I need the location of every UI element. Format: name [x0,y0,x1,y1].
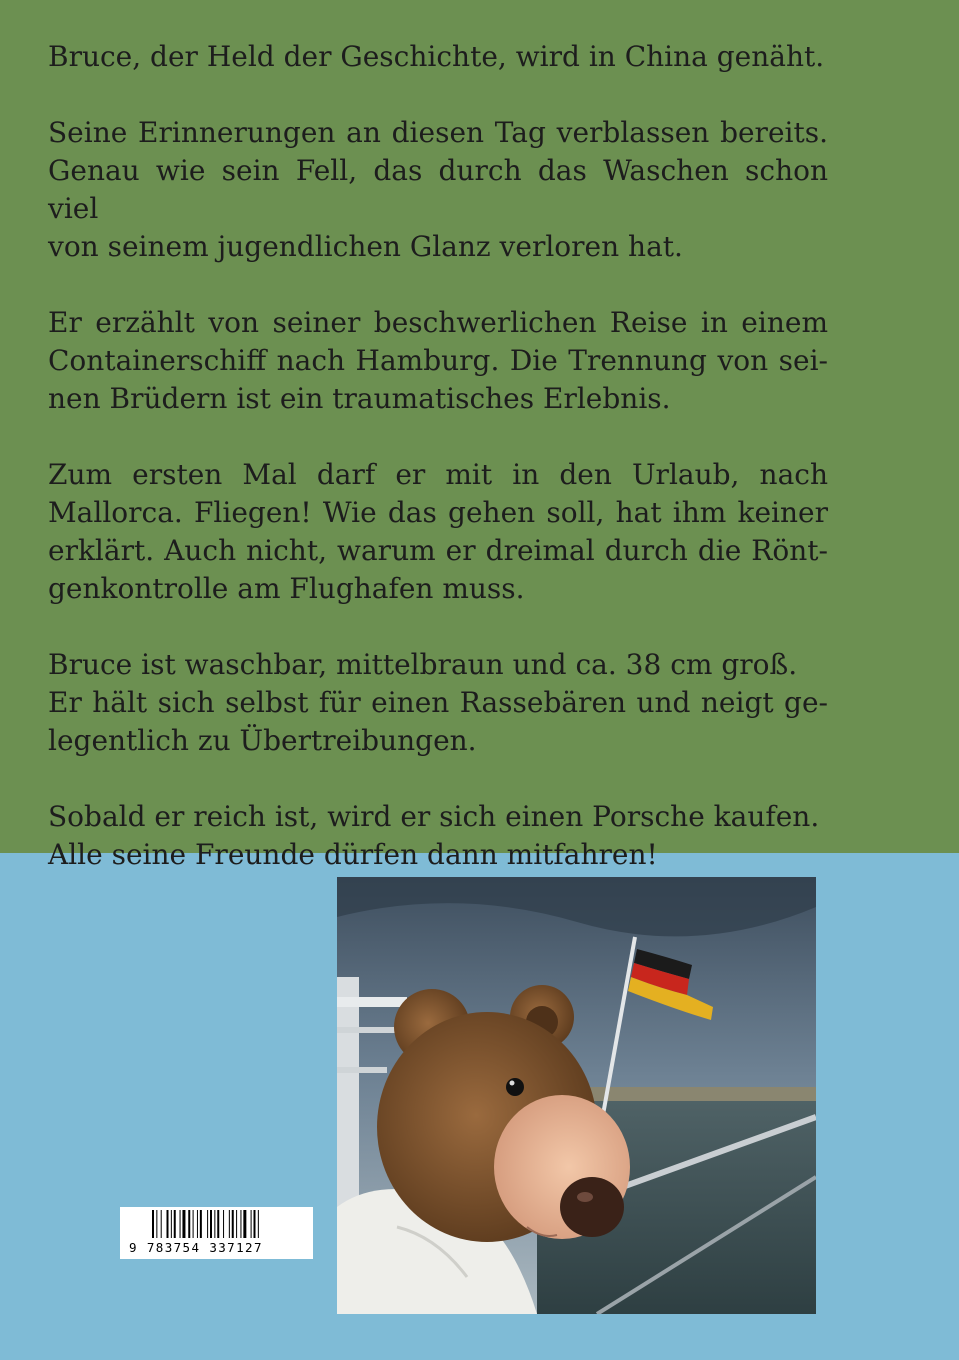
paragraph-3 [48,304,828,418]
teddy-bear-ship-photo [337,877,816,1314]
paragraph-1 [48,38,828,76]
text-line: Er erzählt von seiner beschwerlichen Reise in einem [48,306,828,339]
text-line: von seinem jugendlichen Glanz verloren hat. [48,230,683,263]
text-line: legentlich zu Übertreibungen. [48,724,477,757]
text-line: Mallorca. Fliegen! Wie das gehen soll, hat ihm keiner [48,496,828,529]
isbn-barcode [120,1207,313,1259]
paragraph-4 [48,456,828,608]
text-line: Bruce ist waschbar, mittelbraun und ca. 38 cm groß. [48,648,798,681]
text-line: Bruce, der Held der Geschichte, wird in China genäht. [48,40,825,73]
text-line: genkontrolle am Flughafen muss. [48,572,525,605]
text-line: nen Brüdern ist ein traumatisches Erlebnis. [48,382,671,415]
text-line: Seine Erinnerungen an diesen Tag verblassen bereits. [48,116,828,149]
text-line: Containerschiff nach Hamburg. Die Trennung von sei- [48,344,828,377]
paragraph-5 [48,646,828,760]
text-line: Sobald er reich ist, wird er sich einen Porsche kaufen. [48,800,820,833]
text-line: Zum ersten Mal darf er mit in den Urlaub, nach [48,458,828,491]
isbn-digits: 9 783754 337127 [129,1240,263,1255]
paragraph-2 [48,114,828,266]
paragraph-6 [48,798,828,874]
barcode-bars [152,1210,302,1238]
text-line: erklärt. Auch nicht, warum er dreimal durch die Rönt- [48,534,828,567]
text-line: Er hält sich selbst für einen Rassebären und neigt ge- [48,686,828,719]
text-line: Alle seine Freunde dürfen dann mitfahren! [48,838,658,871]
blurb-text [48,38,828,874]
text-line: Genau wie sein Fell, das durch das Waschen schon viel [48,154,828,225]
